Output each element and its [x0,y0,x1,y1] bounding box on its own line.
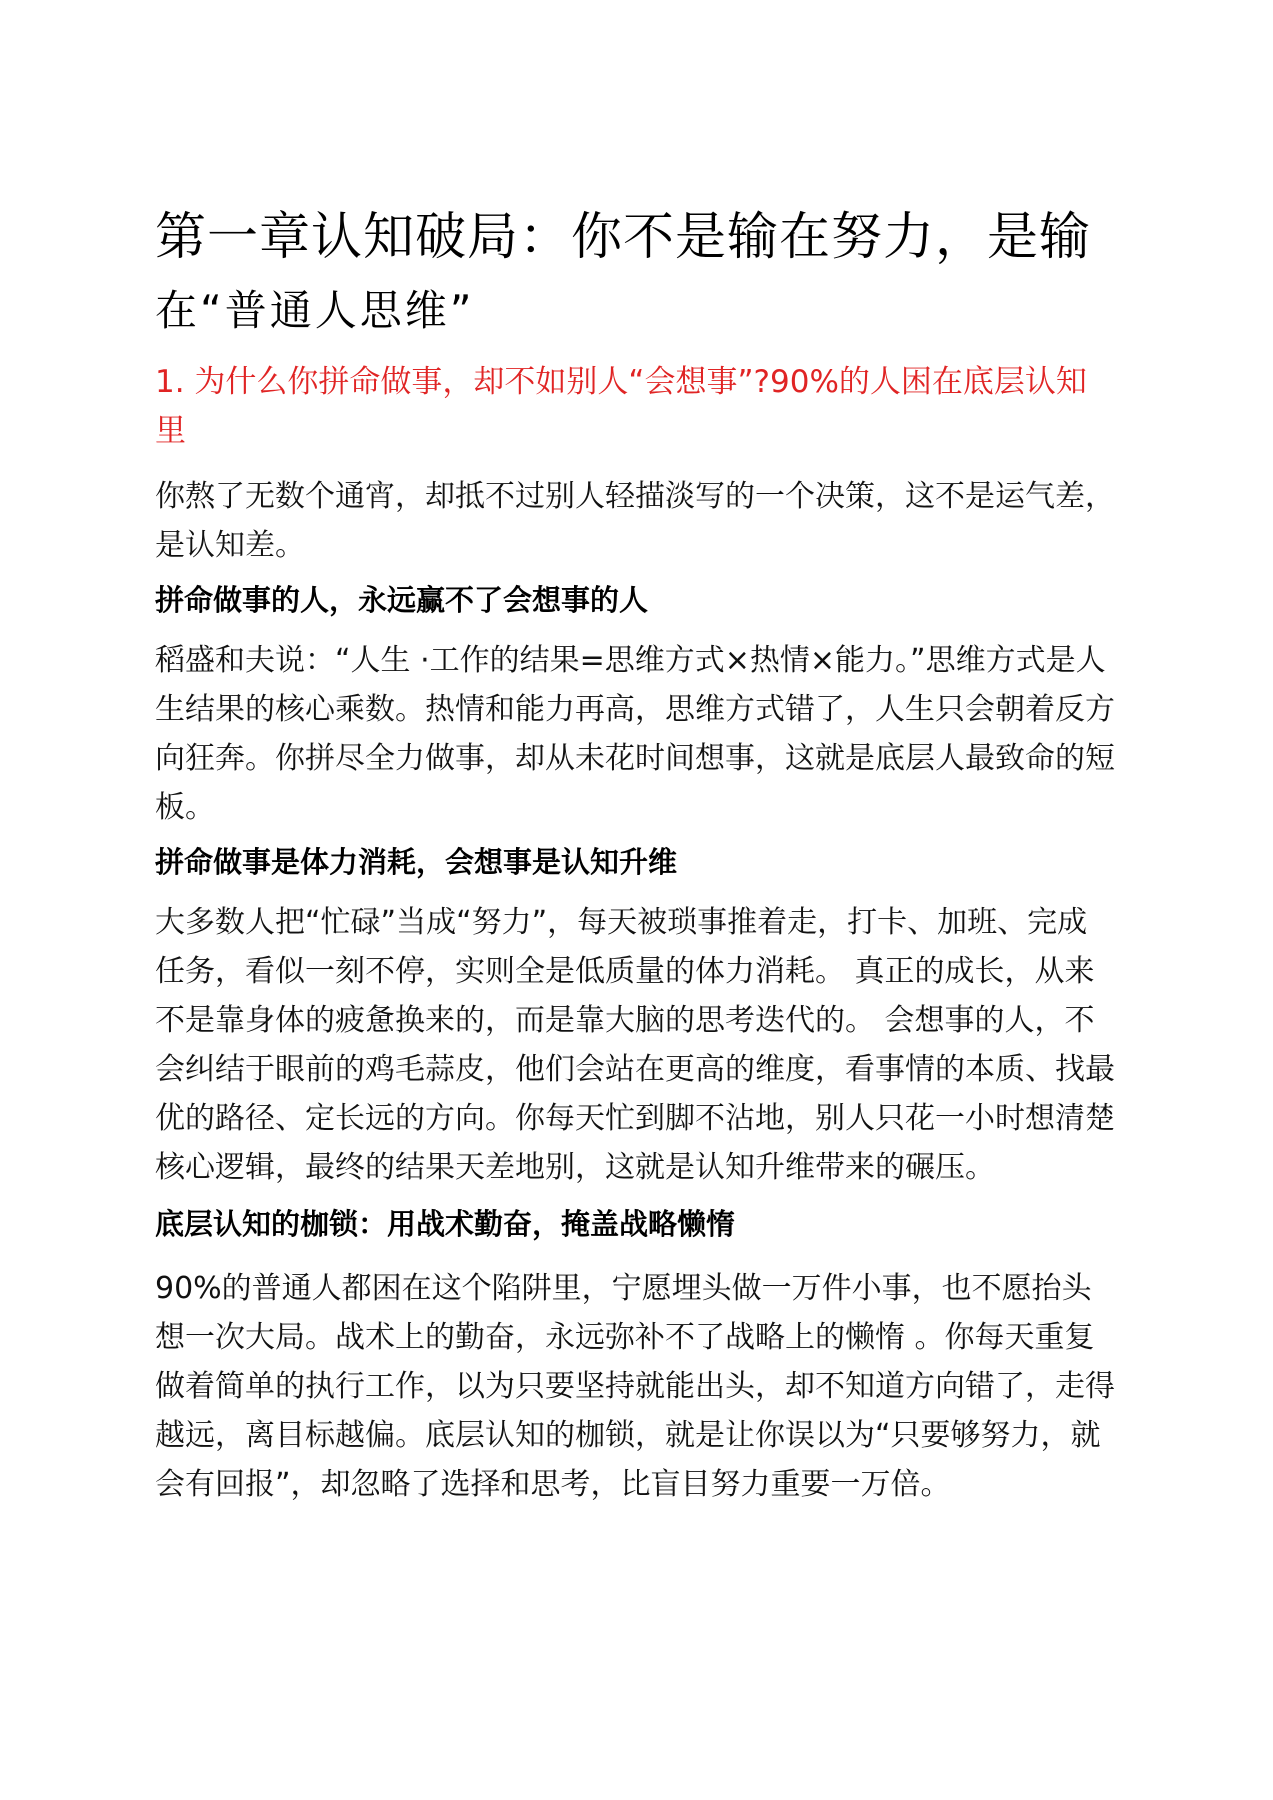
chapter-title-line1: 第一章认知破局：你不是输在努力，是输 [155,208,1092,267]
section-subtitle: 1. 为什么你拼命做事，却不如别人“会想事”?90%的人困在底层认知里 [155,364,1087,449]
section-body-1: 稻盛和夫说：“人生 ·工作的结果=思维方式×热情×能力。”思维方式是人生结果的核心乘数。热情和能力再高，思维方式错了，人生只会朝着反方向狂奔。你拼尽全力做事，却从未花时间想事，这就是底层人最致命的短板。 [155,643,1115,825]
section-heading-1: 拼命做事的人，永远赢不了会想事的人 [155,583,649,617]
section-heading-2: 拼命做事是体力消耗，会想事是认知升维 [155,845,678,879]
section-body-2: 大多数人把“忙碌”当成“努力”，每天被琐事推着走，打卡、加班、完成任务，看似一刻不停，实则全是低质量的体力消耗。 真正的成长，从来不是靠身体的疲惫换来的，而是靠大脑的思考迭代的。 会想事的人，不会纠结于眼前的鸡毛蒜皮，他们会站在更高的维度，看事情的本质、找最优的路径、定长远的方向。你每天忙到脚不沾地，别人只花一小时想清楚核心逻辑，最终的结果天差地别，这就是认知升维带来的碾压。 [155,905,1115,1185]
chapter-title-line2: 在“普通人思维” [155,286,475,335]
section-heading-3: 底层认知的枷锁：用战术勤奋，掩盖战略懒惰 [155,1207,736,1241]
intro-paragraph: 你熬了无数个通宵，却抵不过别人轻描淡写的一个决策，这不是运气差，是认知差。 [155,479,1115,563]
section-body-3: 90%的普通人都困在这个陷阱里，宁愿埋头做一万件小事，也不愿抬头想一次大局。战术上的勤奋，永远弥补不了战略上的懒惰 。你每天重复做着简单的执行工作，以为只要坚持就能出头，却不知道方向错了，走得越远，离目标越偏。底层认知的枷锁，就是让你误以为“只要够努力，就会有回报”，却忽略了选择和思考，比盲目努力重要一万倍。 [155,1271,1115,1502]
document-page [155,198,1115,1519]
chapter-title [155,198,1115,344]
